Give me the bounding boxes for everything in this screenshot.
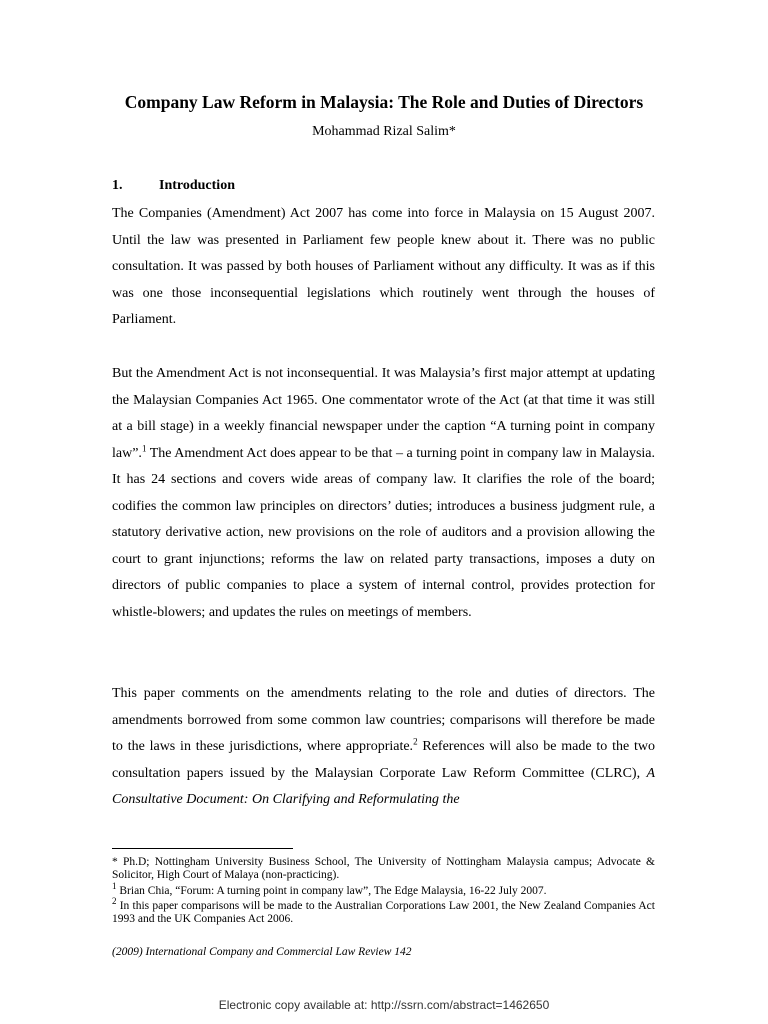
paragraph-3-italic-title: A Consultative Document: On Clarifying and Reformulating the [112,765,655,807]
footnote-author: * Ph.D; Nottingham University Business School, The University of Nottingham Malaysia campus; Advocate & Solicitor, High Court of Malaya (non-practicing). [112,856,655,881]
journal-citation: (2009) International Company and Commercial Law Review 142 [112,946,412,958]
footnote-2-mark: 2 [112,896,117,907]
paragraph-1: The Companies (Amendment) Act 2007 has come into force in Malaysia on 15 August 2007. Until the law was presented in Parliament few people knew about it. There was no public consultation. It was passed by both houses of Parliament without any difficulty. It was as if this was one those inconsequential legislations which routinely went through the houses of Parliament. [112,206,655,327]
section-heading [112,178,235,194]
footnote-1-text: Brian Chia, “Forum: A turning point in company law”, The Edge Malaysia, 16-22 July 2007. [116,885,547,897]
footnote-2 [112,896,655,926]
footnote-ref-1[interactable]: 1 [141,442,147,453]
footnote-divider [112,848,293,849]
footnote-1 [112,881,655,898]
paragraph-3 [112,681,655,814]
ssrn-notice[interactable]: Electronic copy available at: http://ssrn.com/abstract=1462650 [218,998,550,1012]
footnote-2-text: In this paper comparisons will be made to the Australian Corporations Law 2001, the New Zealand Companies Act 1993 and the UK Companies Act 2006. [112,900,655,925]
paragraph-2-part-2: The Amendment Act does appear to be that – a turning point in company law in Malaysia. It has 24 sections and covers wide areas of company law. It clarifies the role of the board; codifies the common law principles on directors’ duties; introduces a business judgment rule, a statutory derivative action, new provisions on the role of auditors and a provision allowing the court to grant injunctions; reforms the law on related party transactions, imposes a duty on directors of public companies to place a system of internal control, provides protection for whistle-blowers; and updates the rules on meetings of members. [112,445,655,620]
footnote-ref-2[interactable]: 2 [413,736,418,747]
paper-title: Company Law Reform in Malaysia: The Role and Duties of Directors [124,92,644,112]
paragraph-2 [112,361,655,626]
paragraph-3-part-2: References will also be made to the two consultation papers issued by the Malaysian Corporate Law Reform Committee (CLRC), [112,739,655,781]
paragraph-3-part-1: This paper comments on the amendments relating to the role and duties of directors. The amendments borrowed from some common law countries; comparisons will therefore be made to the laws in these jurisdictions, where appropriate. [112,686,655,754]
footnote-1-mark: 1 [112,881,117,892]
paragraph-2-part-1: But the Amendment Act is not inconsequential. It was Malaysia’s first major attempt at updating the Malaysian Companies Act 1965. One commentator wrote of the Act (at that time it was still at a bill stage) in a weekly financial newspaper under the caption “A turning point in company law”. [112,366,655,461]
section-title: Introduction [159,178,235,193]
section-number: 1. [112,178,123,193]
author-name: Mohammad Rizal Salim* [312,124,456,139]
